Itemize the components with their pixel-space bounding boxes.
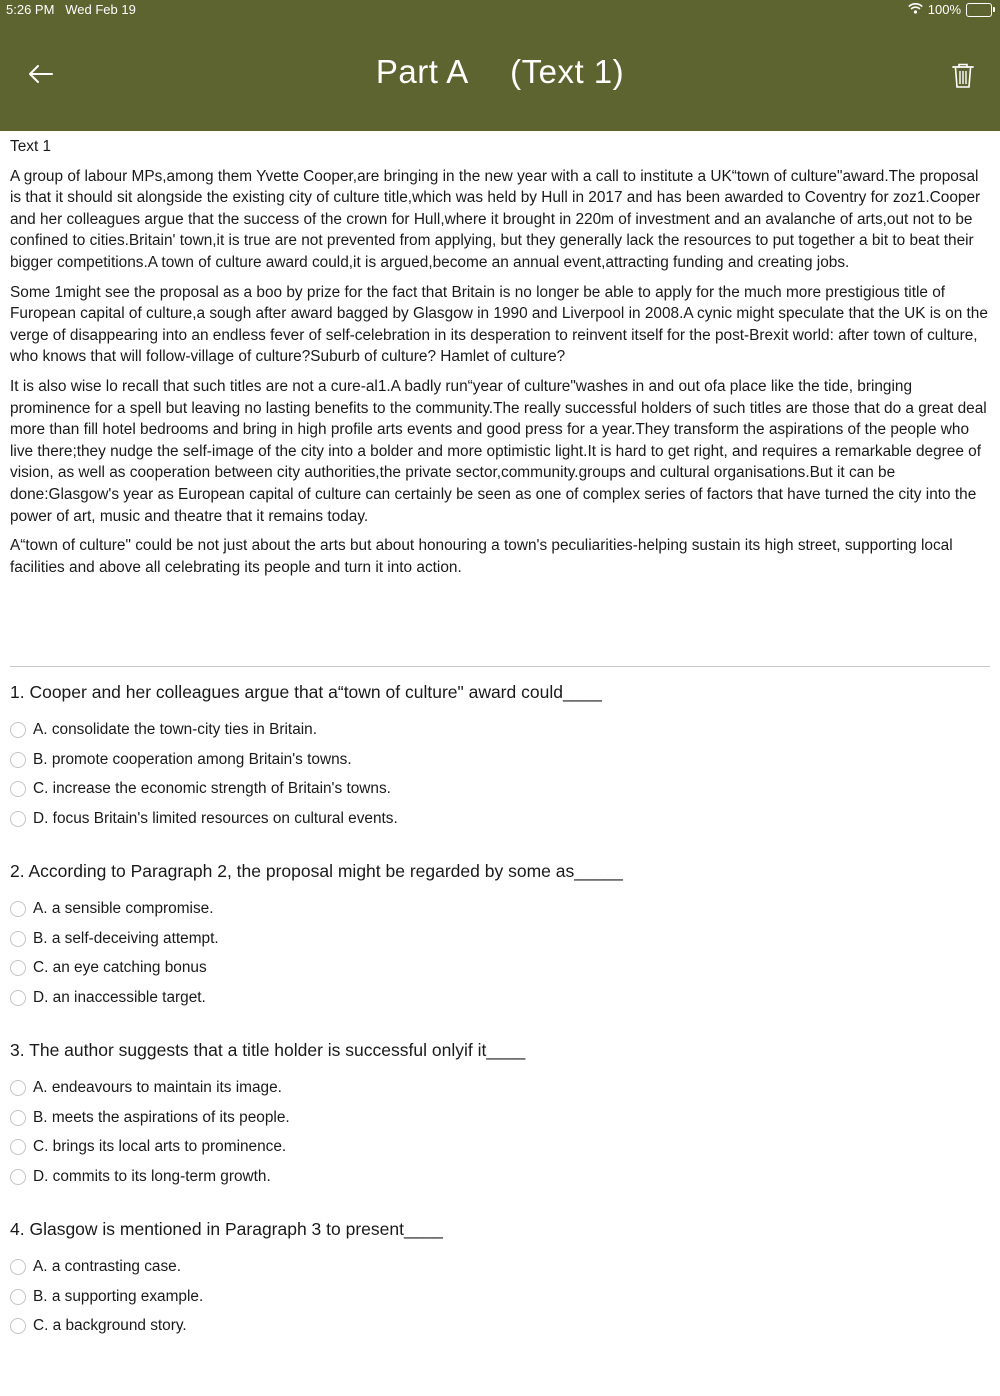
option-label: D. an inaccessible target. xyxy=(33,989,206,1007)
question-3 xyxy=(10,1038,990,1217)
option-label: C. an eye catching bonus xyxy=(33,959,207,977)
option-1c[interactable] xyxy=(10,775,990,805)
battery-percentage: 100% xyxy=(927,2,961,17)
passage-paragraph-2: Some 1might see the proposal as a boo by prize for the fact that Britain is no longer be able to apply for the much more prestigious title of Furopean capital of culture,a sough after award bagged by Glasgow in 1990 and Liverpool in 2008.A cynic might speculate that the UK is on the verge of disappearing into an endless fever of self-celebration in its desperation to reinvent itself for the post-Brexit world: after town of culture, who knows that will follow-village of culture?Suburb of culture? Hamlet of culture? xyxy=(10,283,988,366)
option-1b[interactable] xyxy=(10,745,990,775)
radio-button[interactable] xyxy=(10,752,26,768)
question-text: 4. Glasgow is mentioned in Paragraph 3 to present____ xyxy=(10,1219,443,1239)
page-title: Part A (Text 1) xyxy=(375,53,625,90)
status-indicators xyxy=(908,2,992,17)
radio-button[interactable] xyxy=(10,960,26,976)
option-label: B. meets the aspirations of its people. xyxy=(33,1108,290,1126)
option-2b[interactable] xyxy=(10,924,990,954)
radio-button[interactable] xyxy=(10,1080,26,1096)
question-text: 3. The author suggests that a title holder is successful onlyif it____ xyxy=(10,1040,526,1060)
option-1d[interactable] xyxy=(10,804,990,834)
option-4c[interactable] xyxy=(10,1312,990,1342)
radio-button[interactable] xyxy=(10,1110,26,1126)
option-3d[interactable] xyxy=(10,1162,990,1192)
question-text: 2. According to Paragraph 2, the proposal might be regarded by some as_____ xyxy=(10,861,623,881)
option-2d[interactable] xyxy=(10,983,990,1013)
option-label: D. focus Britain's limited resources on cultural events. xyxy=(33,810,398,828)
option-label: A. a sensible compromise. xyxy=(33,899,214,917)
question-1 xyxy=(10,680,990,859)
divider xyxy=(10,666,990,667)
passage-paragraph-4: A“town of culture" could be not just about the arts but about honouring a town's peculiarities-helping sustain its high street, supporting local facilities and above all celebrating its people and turn it into action. xyxy=(10,537,953,576)
option-label: C. a background story. xyxy=(33,1317,187,1335)
radio-button[interactable] xyxy=(10,1289,26,1305)
option-3b[interactable] xyxy=(10,1103,990,1133)
option-label: A. consolidate the town-city ties in Britain. xyxy=(33,720,318,738)
passage xyxy=(10,136,990,586)
radio-button[interactable] xyxy=(10,990,26,1006)
radio-button[interactable] xyxy=(10,1259,26,1275)
passage-paragraph-3: It is also wise lo recall that such titles are not a cure-al1.A badly run“year of culture"washes in and out ofa place like the tide, bringing prominence for a spell but leaving no lasting benefits to the community.The really successful holders of such titles are those that do a great deal more than fill hotel bedrooms and bring in high profile arts events and good press for a year.They transform the aspirations of the people who live there;they nudge the self-image of the city into a bolder and more optimistic light.It is hard to get right, and requires a remarkable degree of vision, as well as cooperation between city authorities,the private sector,community.groups and cultural organisations.But it can be done:Glasgow's year as European capital of culture can certainly be seen as one of complex series of factors that have turned the city into the power of art, music and theatre that it remains today. xyxy=(10,377,987,525)
option-3a[interactable] xyxy=(10,1073,990,1103)
option-4b[interactable] xyxy=(10,1282,990,1312)
passage-heading: Text 1 xyxy=(10,138,52,155)
radio-button[interactable] xyxy=(10,1169,26,1185)
delete-button[interactable] xyxy=(948,60,978,92)
option-2c[interactable] xyxy=(10,954,990,984)
radio-button[interactable] xyxy=(10,1139,26,1155)
question-4 xyxy=(10,1217,990,1396)
radio-button[interactable] xyxy=(10,781,26,797)
radio-button[interactable] xyxy=(10,811,26,827)
option-3c[interactable] xyxy=(10,1133,990,1163)
option-label: C. brings its local arts to prominence. xyxy=(33,1138,287,1156)
radio-button[interactable] xyxy=(10,1318,26,1334)
option-1a[interactable] xyxy=(10,715,990,745)
question-text: 1. Cooper and her colleagues argue that a“town of culture" award could____ xyxy=(10,682,602,702)
question-2 xyxy=(10,859,990,1038)
option-2a[interactable] xyxy=(10,894,990,924)
trash-icon xyxy=(948,79,978,96)
radio-button[interactable] xyxy=(10,722,26,738)
option-4a[interactable] xyxy=(10,1252,990,1282)
navigation-bar xyxy=(0,0,1000,131)
radio-button[interactable] xyxy=(10,901,26,917)
option-label: D. commits to its long-term growth. xyxy=(33,1168,271,1186)
option-label: A. a contrasting case. xyxy=(33,1257,181,1275)
wifi-icon xyxy=(908,2,923,17)
radio-button[interactable] xyxy=(10,931,26,947)
battery-icon xyxy=(966,3,992,17)
option-label: B. promote cooperation among Britain's towns. xyxy=(33,750,352,768)
passage-paragraph-1: A group of labour MPs,among them Yvette Cooper,are bringing in the new year with a call to institute a UK“town of culture"award.The proposal is that it should sit alongside the existing city of culture title,which was held by Hull in 2017 and has been awarded to Coventry for zoz1.Cooper and her colleagues argue that the success of the crown for Hull,where it brought in 220m of investment and an avalanche of arts,out not to be confined to cities.Britain' town,it is true are not prevented from applying, but they generally lack the resources to put together a bit to beat their bigger competitions.A town of culture award could,it is argued,become an annual event,attracting funding and creating jobs. xyxy=(10,167,981,271)
option-label: B. a self-deceiving attempt. xyxy=(33,929,219,947)
option-label: A. endeavours to maintain its image. xyxy=(33,1078,282,1096)
question-list xyxy=(10,680,990,1396)
status-time: 5:26 PM Wed Feb 19 xyxy=(6,2,136,17)
option-label: C. increase the economic strength of Britain's towns. xyxy=(33,780,391,798)
option-label: B. a supporting example. xyxy=(33,1287,204,1305)
